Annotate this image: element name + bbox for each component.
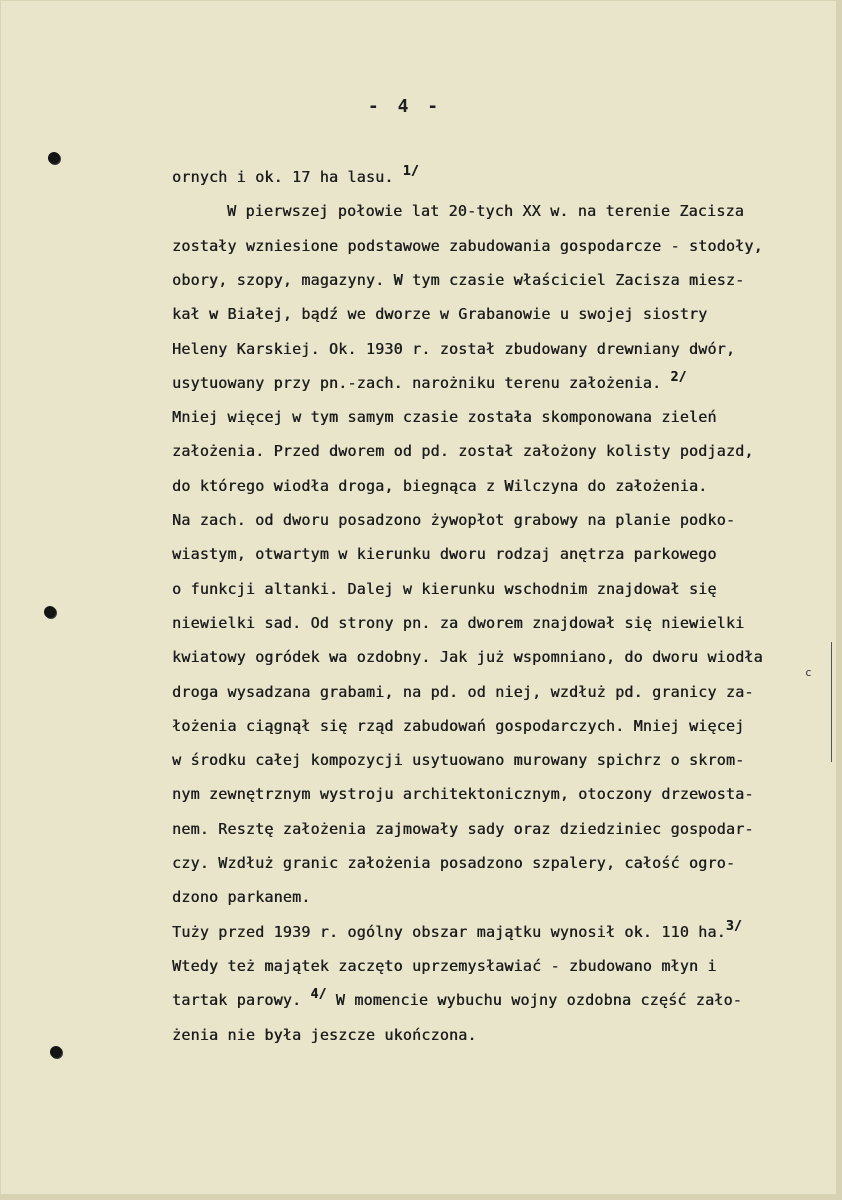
text-line: [227, 202, 744, 220]
text-line: [172, 477, 707, 495]
footnote-reference: 4/: [310, 987, 327, 1003]
punch-hole-middle: [44, 606, 56, 618]
punch-hole-top: [48, 152, 60, 164]
text-line: [172, 545, 717, 563]
line-text: kał w Białej, bądź we dworze w Grabanowie u swojej siostry: [172, 305, 708, 324]
line-text: ornych i ok. 17 ha lasu.: [172, 168, 403, 186]
text-line: [172, 717, 744, 735]
text-line: [172, 237, 763, 255]
line-text: Wtedy też majątek zaczęto uprzemysławiać - zbudowano młyn i: [172, 956, 717, 975]
text-line: [172, 164, 419, 186]
line-text: żenia nie była jeszcze ukończona.: [172, 1025, 477, 1044]
line-text: usytuowany przy pn.-zach. narożniku terenu założenia.: [172, 373, 671, 392]
text-line: [172, 888, 310, 906]
line-text-tail: W momencie wybuchu wojny ozdobna część zało-: [326, 991, 742, 1010]
text-line: [172, 271, 744, 289]
line-text: łożenia ciągnął się rząd zabudowań gospodarczych. Mniej więcej: [172, 716, 745, 735]
text-line: [172, 918, 742, 941]
line-text: Tuży przed 1939 r. ogólny obszar majątku wynosił ok. 110 ha.: [172, 922, 726, 941]
text-line: [172, 957, 717, 975]
text-line: [172, 683, 754, 701]
text-line: [172, 369, 687, 392]
line-text: obory, szopy, magazyny. W tym czasie właściciel Zacisza miesz-: [172, 270, 745, 289]
line-text: kwiatowy ogródek wa ozdobny. Jak już wspomniano, do dworu wiodła: [172, 648, 763, 667]
text-line: [172, 854, 735, 872]
line-text: o funkcji altanki. Dalej w kierunku wschodnim znajdował się: [172, 579, 717, 598]
line-text: nym zewnętrznym wystroju architektonicznym, otoczony drzewosta-: [172, 785, 754, 804]
text-line: [172, 751, 744, 769]
line-text: droga wysadzana grabami, na pd. od niej, wzdłuż pd. granicy za-: [172, 682, 754, 701]
text-line: [172, 648, 763, 666]
footnote-reference: 2/: [670, 369, 687, 385]
line-text: do którego wiodła droga, biegnąca z Wilczyna do założenia.: [172, 476, 708, 495]
text-line: [172, 614, 744, 632]
text-line: [172, 580, 717, 598]
text-line: [172, 305, 707, 323]
line-text: czy. Wzdłuż granic założenia posadzono szpalery, całość ogro-: [172, 854, 736, 872]
line-text: niewielki sad. Od strony pn. za dworem znajdował się niewielki: [172, 613, 745, 632]
text-line: [172, 1026, 477, 1044]
line-text: wiastym, otwartym w kierunku dworu rodzaj anętrza parkowego: [172, 545, 717, 564]
page-edge-bottom: [0, 1194, 842, 1200]
line-text: W pierwszej połowie lat 20-tych XX w. na terenie Zacisza: [227, 202, 744, 221]
text-line: [172, 511, 735, 529]
line-text: tartak parowy.: [172, 991, 311, 1010]
text-line: [172, 785, 754, 803]
text-line: [172, 987, 742, 1010]
line-text: Heleny Karskiej. Ok. 1930 r. został zbudowany drewniany dwór,: [172, 339, 736, 358]
margin-correction-line: [831, 642, 832, 762]
text-line: [172, 442, 754, 460]
footnote-reference: 1/: [402, 164, 419, 179]
line-text: Mniej więcej w tym samym czasie została skomponowana zieleń: [172, 408, 717, 427]
line-text: Na zach. od dworu posadzono żywopłot grabowy na planie podko-: [172, 511, 736, 529]
line-text: zostały wzniesione podstawowe zabudowania gospodarcze - stodoły,: [172, 236, 763, 255]
page-number: - 4 -: [367, 96, 443, 117]
text-line: [172, 340, 735, 358]
text-line: [172, 408, 717, 426]
page-edge-right: [836, 0, 842, 1200]
margin-correction-note: c: [805, 666, 812, 679]
line-text: dzono parkanem.: [172, 888, 311, 907]
punch-hole-bottom: [50, 1046, 62, 1058]
line-text: w środku całej kompozycji usytuowano murowany spichrz o skrom-: [172, 751, 745, 770]
line-text: założenia. Przed dworem od pd. został założony kolisty podjazd,: [172, 442, 754, 461]
footnote-reference: 3/: [725, 918, 742, 934]
line-text: nem. Resztę założenia zajmowały sady oraz dziedziniec gospodar-: [172, 819, 754, 838]
text-line: [172, 820, 754, 838]
